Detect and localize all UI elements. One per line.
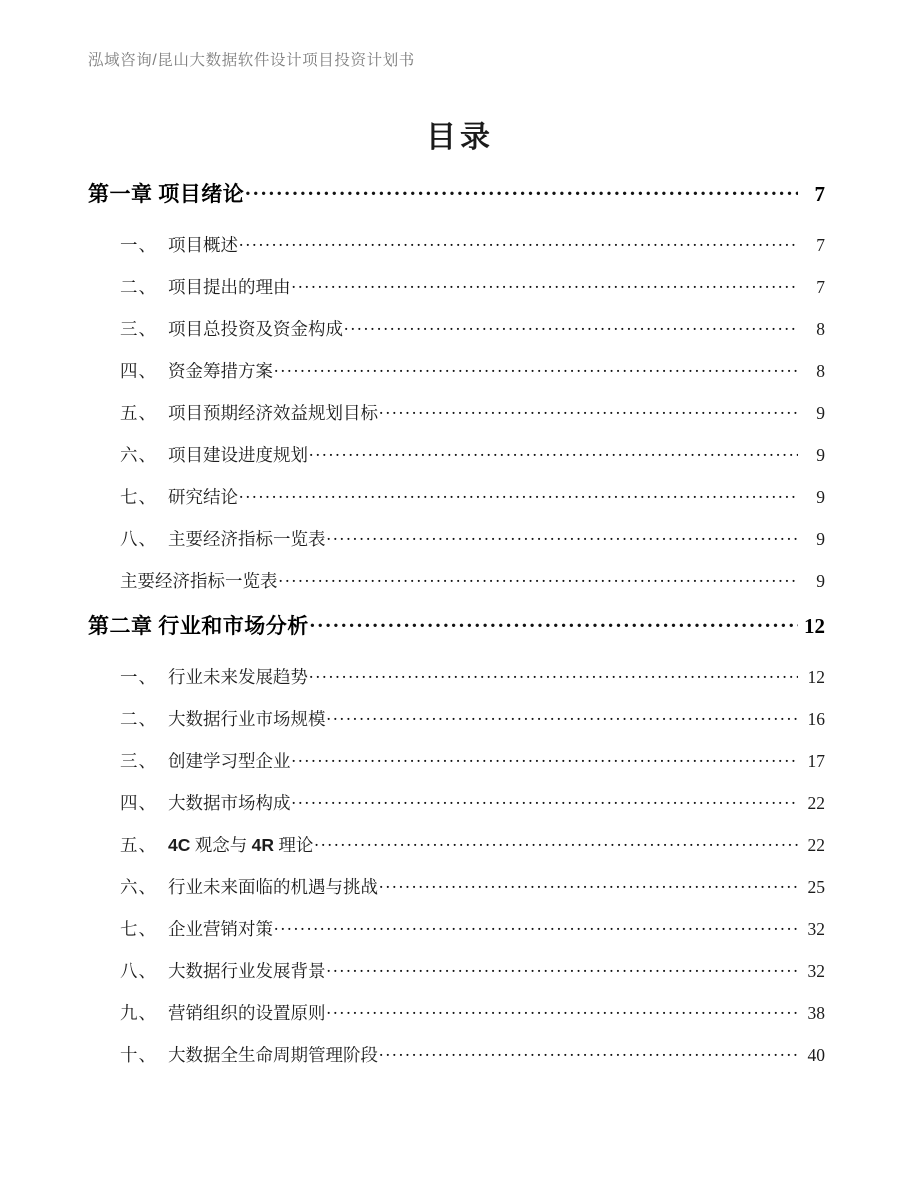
leader-dots [327,1002,799,1020]
toc-section-page-number: 17 [807,751,825,771]
toc-section-title: 项目预期经济效益规划目标 [168,403,378,423]
toc-section-title: 资金筹措方案 [168,361,273,381]
toc-section-entry[interactable] [0,526,920,568]
leader-dots [274,360,798,378]
toc-section-number: 三、 [120,319,157,339]
leader-dots [309,666,798,684]
toc-section-number: 七、 [120,487,157,507]
toc-section-title: 大数据市场构成 [168,793,291,813]
leader-dots [379,402,798,420]
leader-dots [309,444,798,462]
toc-section-page-number: 9 [816,487,825,507]
toc-section-number: 二、 [120,277,157,297]
toc-section-number: 十、 [120,1045,157,1065]
toc-section-number: 二、 [120,709,157,729]
toc-section-page-number: 25 [807,877,825,897]
toc-section-entry[interactable] [0,232,920,274]
leader-dots [279,570,799,588]
toc-section-title: 项目概述 [168,235,238,255]
toc-section-number: 四、 [120,793,157,813]
toc-section-page-number: 22 [807,835,825,855]
toc-section-number: 一、 [120,667,157,687]
toc-section-number: 六、 [120,877,157,897]
toc-section-title: 项目建设进度规划 [168,445,308,465]
page-title: 目录 [426,121,494,154]
leader-dots [379,876,798,894]
toc-section-title: 4C 观念与 4R 理论 [168,835,314,855]
toc-section-title: 企业营销对策 [168,919,273,939]
running-header: 泓域咨询/昆山大数据软件设计项目投资计划书 [88,52,415,69]
toc-chapter-block [0,610,920,1084]
leader-dots [292,276,799,294]
toc-chapter-entry[interactable] [0,610,920,654]
toc-section-entry[interactable] [0,400,920,442]
toc-section-page-number: 40 [807,1045,825,1065]
toc-section-page-number: 9 [816,445,825,465]
toc-section-title: 主要经济指标一览表 [120,571,278,591]
leader-dots [239,486,798,504]
toc-section-title: 创建学习型企业 [168,751,291,771]
toc-section-page-number: 8 [816,319,825,339]
toc-section-entry[interactable] [0,568,920,610]
toc-section-entry[interactable] [0,706,920,748]
toc-section-entry[interactable] [0,442,920,484]
toc-section-number: 八、 [120,529,157,549]
toc-section-title: 行业未来面临的机遇与挑战 [168,877,378,897]
toc-section-number: 五、 [120,835,157,855]
table-of-contents [0,178,920,1084]
toc-section-page-number: 9 [816,571,825,591]
toc-section-number: 三、 [120,751,157,771]
toc-section-page-number: 7 [816,277,825,297]
toc-section-title: 项目总投资及资金构成 [168,319,343,339]
toc-section-page-number: 16 [807,709,825,729]
toc-section-title: 行业未来发展趋势 [168,667,308,687]
toc-section-page-number: 9 [816,403,825,423]
toc-section-page-number: 32 [807,961,825,981]
toc-section-number: 六、 [120,445,157,465]
toc-section-number: 七、 [120,919,157,939]
toc-section-title: 主要经济指标一览表 [168,529,326,549]
toc-section-page-number: 38 [807,1003,825,1023]
toc-section-page-number: 32 [807,919,825,939]
toc-chapter-title: 第二章 行业和市场分析 [88,614,309,638]
toc-section-entry[interactable] [0,832,920,874]
toc-section-page-number: 8 [816,361,825,381]
toc-section-entry[interactable] [0,1042,920,1084]
toc-section-title: 大数据全生命周期管理阶段 [168,1045,378,1065]
toc-section-entry[interactable] [0,484,920,526]
toc-chapter-entry[interactable] [0,178,920,222]
toc-chapter-block [0,178,920,610]
toc-section-number: 八、 [120,961,157,981]
leader-dots [292,792,799,810]
leader-dots [379,1044,798,1062]
toc-section-number: 五、 [120,403,157,423]
toc-section-title: 项目提出的理由 [168,277,291,297]
toc-section-entry[interactable] [0,874,920,916]
toc-section-title: 大数据行业市场规模 [168,709,326,729]
leader-dots [327,528,799,546]
leader-dots [245,180,798,201]
leader-dots [314,834,798,852]
toc-section-entry[interactable] [0,748,920,790]
toc-section-title: 营销组织的设置原则 [168,1003,326,1023]
toc-section-entry[interactable] [0,358,920,400]
toc-section-number: 四、 [120,361,157,381]
toc-section-entry[interactable] [0,664,920,706]
leader-dots [327,708,799,726]
toc-section-page-number: 22 [807,793,825,813]
toc-section-number: 九、 [120,1003,157,1023]
toc-section-entry[interactable] [0,916,920,958]
leader-dots [292,750,799,768]
toc-chapter-page-number: 12 [804,614,825,638]
toc-section-page-number: 12 [807,667,825,687]
leader-dots [274,918,798,936]
toc-section-title: 大数据行业发展背景 [168,961,326,981]
toc-section-entry[interactable] [0,316,920,358]
leader-dots [344,318,798,336]
toc-section-page-number: 7 [816,235,825,255]
toc-chapter-title: 第一章 项目绪论 [88,182,245,206]
toc-section-number: 一、 [120,235,157,255]
leader-dots [239,234,798,252]
toc-section-entry[interactable] [0,1000,920,1042]
leader-dots [310,612,798,633]
leader-dots [327,960,799,978]
toc-section-entry[interactable] [0,274,920,316]
toc-section-page-number: 9 [816,529,825,549]
toc-section-entry[interactable] [0,958,920,1000]
toc-section-title: 研究结论 [168,487,238,507]
toc-section-entry[interactable] [0,790,920,832]
toc-chapter-page-number: 7 [814,182,825,206]
